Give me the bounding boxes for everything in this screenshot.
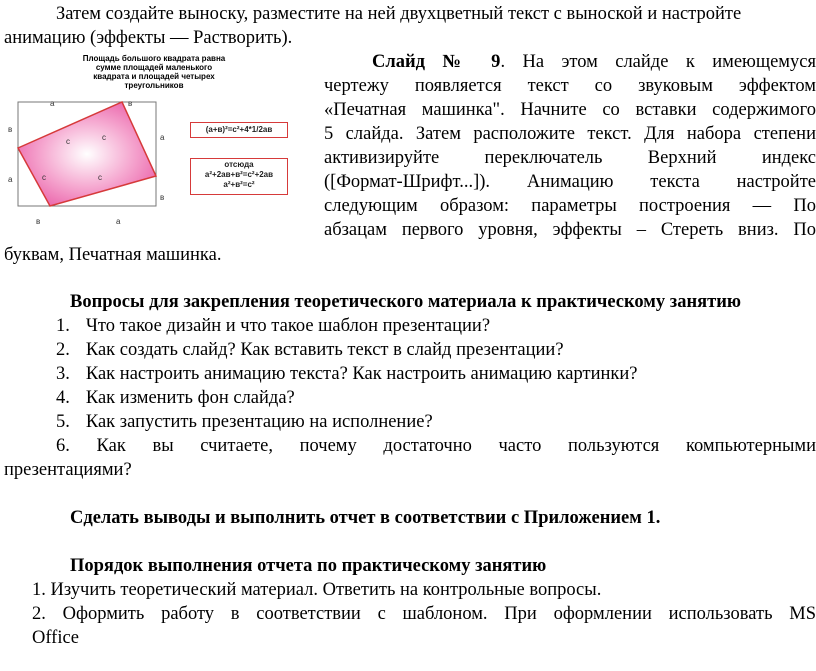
formula-box-2-line-2: a²+2aв+в²=c²+2aв <box>204 170 274 179</box>
slide9-line-2: чертежу появляется текст со звуковым эффектом <box>324 76 816 96</box>
report-heading: Порядок выполнения отчета по практическому занятию <box>70 556 547 576</box>
question-item <box>56 386 295 410</box>
question-number: 4. <box>56 388 70 408</box>
formula-box-2-line-3: a²+в²=c² <box>223 180 255 189</box>
question-item-6-line-2: презентациями? <box>4 460 132 480</box>
intro-line-2: анимацию (эффекты — Растворить). <box>4 28 293 48</box>
question-text: Как настроить анимацию текста? Как настроить анимацию картинки? <box>85 364 638 384</box>
question-item <box>56 410 433 434</box>
formula-box-2 <box>190 158 288 195</box>
slide9-heading: Слайд № 9 <box>372 52 501 72</box>
question-number: 6. <box>56 436 70 456</box>
question-text: Как создать слайд? Как вставить текст в слайд презентации? <box>85 340 564 360</box>
question-item <box>56 314 490 338</box>
formula-box-1: (a+в)²=c²+4*1/2aв <box>190 122 288 138</box>
question-number: 3. <box>56 364 70 384</box>
question-number: 2. <box>56 340 70 360</box>
slide9-line-6: ([Формат-Шрифт...]). Анимацию текста настройте <box>324 172 816 192</box>
question-item-6 <box>56 434 816 458</box>
label-a-bottom: а <box>116 217 121 226</box>
pythagoras-figure <box>4 54 304 224</box>
label-b-left: в <box>8 125 13 134</box>
label-c-1: с <box>66 137 70 146</box>
report-step-1: 1. Изучить теоретический материал. Ответить на контрольные вопросы. <box>32 580 602 600</box>
slide9-line-5: активизируйте переключатель Верхний индекс <box>324 148 816 168</box>
question-number: 1. <box>56 316 70 336</box>
intro-line-1: Затем создайте выноску, разместите на ней двухцветный текст с выноской и настройте <box>56 4 742 24</box>
slide9-line-4: 5 слайда. Затем расположите текст. Для набора степени <box>324 124 816 144</box>
question-text: Как запустить презентацию на исполнение? <box>85 412 433 432</box>
formula-box-2-line-1: отсюда <box>224 160 254 169</box>
label-c-2: с <box>102 133 106 142</box>
question-item <box>56 338 564 362</box>
slide9-line-8: абзацам первого уровня, эффекты – Стереть вниз. По <box>324 220 816 240</box>
slide9-line-1-text: . На этом слайде к имеющемуся <box>500 52 816 72</box>
report-step-2: 2. Оформить работу в соответствии с шаблоном. При оформлении использовать MS <box>32 604 816 624</box>
report-step-2-line-2: Office <box>32 628 79 648</box>
label-a-right: а <box>160 133 165 142</box>
question-text: Как вы считаете, почему достаточно часто пользуются компьютерными <box>96 436 816 456</box>
slide9-line-1 <box>372 50 816 74</box>
slide9-line-9: буквам, Печатная машинка. <box>4 245 222 265</box>
figure-title-line-3: квадрата и площадей четырех треугольников <box>93 72 215 90</box>
question-text: Что такое дизайн и что такое шаблон презентации? <box>85 316 491 336</box>
square-diagram <box>4 54 304 224</box>
figure-title-line-2: сумме площадей маленького <box>95 63 213 72</box>
label-a-top: а <box>50 99 55 108</box>
inner-square <box>18 102 156 206</box>
conclusion-text: Сделать выводы и выполнить отчет в соответствии с Приложением 1. <box>70 508 661 528</box>
slide9-line-3: «Печатная машинка". Начните со вставки содержимого <box>324 100 816 120</box>
question-item <box>56 362 637 386</box>
label-c-3: с <box>42 173 46 182</box>
figure-title-line-1: Площадь большого квадрата равна <box>82 54 226 63</box>
label-b-top: в <box>128 99 133 108</box>
label-b-bottom: в <box>36 217 41 226</box>
question-number: 5. <box>56 412 70 432</box>
question-text: Как изменить фон слайда? <box>85 388 295 408</box>
questions-heading: Вопросы для закрепления теоретического материала к практическому занятию <box>70 292 741 312</box>
label-a-left: а <box>8 175 13 184</box>
label-b-right: в <box>160 193 165 202</box>
label-c-4: с <box>98 173 102 182</box>
slide9-line-7: следующим образом: параметры построения — По <box>324 196 816 216</box>
